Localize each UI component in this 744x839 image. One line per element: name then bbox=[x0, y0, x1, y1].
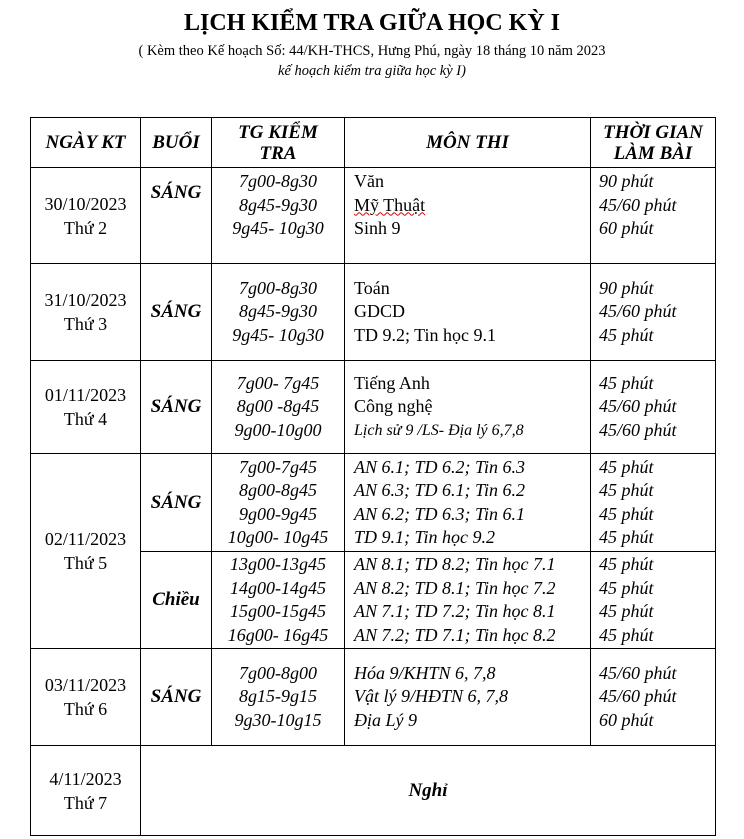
subject: AN 8.2; TD 8.1; Tin học 7.2 bbox=[354, 577, 556, 598]
duration: 45/60 phút bbox=[599, 662, 677, 683]
duration: 90 phút bbox=[599, 277, 654, 298]
column-header-subject: MÔN THI bbox=[345, 118, 591, 168]
session-cell: SÁNG bbox=[141, 168, 212, 264]
time-slot: 8g15-9g15 bbox=[239, 686, 317, 707]
weekday: Thứ 7 bbox=[63, 792, 108, 813]
subject-cell bbox=[345, 264, 591, 361]
column-header-time: TG KIỂM TRA bbox=[212, 118, 345, 168]
time-slot: 8g45-9g30 bbox=[239, 301, 317, 322]
duration: 45 phút bbox=[599, 372, 654, 393]
session-cell: SÁNG bbox=[141, 264, 212, 361]
session-cell: SÁNG bbox=[141, 454, 212, 552]
duration-cell bbox=[591, 168, 716, 264]
time-slot: 9g00-10g00 bbox=[234, 419, 322, 440]
duration: 45 phút bbox=[599, 456, 654, 477]
column-header-date: NGÀY KT bbox=[31, 118, 141, 168]
table-header-row bbox=[31, 118, 716, 168]
table-row bbox=[31, 264, 716, 361]
subtitle-line-1: ( Kèm theo Kế hoạch Số: 44/KH-THCS, Hưng Phú, ngày 18 tháng 10 năm 2023 bbox=[138, 43, 606, 59]
session-cell: SÁNG bbox=[141, 649, 212, 746]
table-row bbox=[31, 746, 716, 836]
time-slot: 7g00-7g45 bbox=[239, 456, 317, 477]
time-cell bbox=[212, 361, 345, 454]
weekday: Thứ 5 bbox=[63, 553, 108, 573]
duration: 90 phút bbox=[599, 171, 654, 191]
exam-date: 02/11/2023 bbox=[44, 529, 127, 549]
table-row bbox=[31, 361, 716, 454]
duration: 45 phút bbox=[599, 480, 654, 500]
subject: Mỹ Thuật bbox=[354, 194, 426, 215]
subject-cell bbox=[345, 552, 591, 649]
session-cell: SÁNG bbox=[141, 361, 212, 454]
time-slot: 14g00-14g45 bbox=[230, 577, 326, 598]
subject: Tiếng Anh bbox=[354, 372, 430, 393]
duration: 45 phút bbox=[599, 554, 654, 574]
subject: AN 7.2; TD 7.1; Tin học 8.2 bbox=[354, 624, 556, 645]
column-header-session: BUỔI bbox=[141, 118, 212, 168]
subject: AN 6.2; TD 6.3; Tin 6.1 bbox=[354, 503, 526, 524]
subject: Địa Lý 9 bbox=[354, 709, 417, 730]
exam-date: 4/11/2023 bbox=[49, 768, 122, 789]
subject-cell bbox=[345, 649, 591, 746]
time-slot: 13g00-13g45 bbox=[230, 554, 326, 574]
subject-cell bbox=[345, 361, 591, 454]
time-slot: 8g00-8g45 bbox=[239, 480, 317, 500]
weekday: Thứ 4 bbox=[63, 409, 108, 429]
document-subtitle-2 bbox=[0, 62, 744, 80]
subject: AN 6.1; TD 6.2; Tin 6.3 bbox=[354, 456, 526, 477]
exam-schedule-table bbox=[30, 117, 716, 836]
time-slot: 7g00-8g30 bbox=[239, 277, 317, 298]
table-row bbox=[31, 649, 716, 746]
duration: 45/60 phút bbox=[599, 396, 677, 417]
weekday: Thứ 2 bbox=[63, 217, 108, 238]
subject: Văn bbox=[354, 171, 384, 191]
date-cell bbox=[31, 264, 141, 361]
subject-cell bbox=[345, 168, 591, 264]
date-cell bbox=[31, 746, 141, 836]
subject: AN 8.1; TD 8.2; Tin học 7.1 bbox=[354, 554, 556, 574]
time-slot: 15g00-15g45 bbox=[230, 601, 326, 621]
document-subtitle bbox=[0, 42, 744, 60]
time-cell bbox=[212, 168, 345, 264]
document-title: LỊCH KIỂM TRA GIỮA HỌC KỲ I bbox=[183, 10, 561, 36]
duration-cell bbox=[591, 552, 716, 649]
time-slot: 8g45-9g30 bbox=[239, 194, 317, 215]
duration-cell bbox=[591, 264, 716, 361]
duration: 45 phút bbox=[599, 324, 654, 345]
table-row bbox=[31, 454, 716, 552]
subject-cell bbox=[345, 454, 591, 552]
exam-date: 31/10/2023 bbox=[44, 290, 127, 310]
time-cell bbox=[212, 264, 345, 361]
column-header-duration: THỜI GIAN LÀM BÀI bbox=[591, 118, 716, 168]
subject: Hóa 9/KHTN 6, 7,8 bbox=[354, 662, 496, 683]
table-row bbox=[31, 168, 716, 264]
exam-date: 30/10/2023 bbox=[44, 193, 127, 214]
subject: AN 6.3; TD 6.1; Tin 6.2 bbox=[354, 480, 526, 500]
subtitle-line-2: kế hoạch kiểm tra giữa học kỳ I) bbox=[278, 63, 466, 79]
date-cell bbox=[31, 649, 141, 746]
duration-cell bbox=[591, 649, 716, 746]
duration: 45/60 phút bbox=[599, 301, 677, 322]
time-slot: 9g30-10g15 bbox=[234, 709, 322, 730]
time-cell bbox=[212, 552, 345, 649]
duration-cell bbox=[591, 361, 716, 454]
duration: 60 phút bbox=[599, 218, 654, 238]
date-cell bbox=[31, 454, 141, 649]
duration: 45/60 phút bbox=[599, 419, 677, 440]
weekday: Thứ 6 bbox=[63, 699, 108, 719]
time-cell bbox=[212, 454, 345, 552]
subject: TD 9.2; Tin học 9.1 bbox=[354, 324, 497, 345]
duration: 45 phút bbox=[599, 577, 654, 598]
time-slot: 16g00- 16g45 bbox=[227, 624, 329, 645]
subject: TD 9.1; Tin học 9.2 bbox=[354, 527, 496, 547]
weekday: Thứ 3 bbox=[63, 314, 108, 334]
date-cell bbox=[31, 168, 141, 264]
duration: 45 phút bbox=[599, 601, 654, 621]
time-slot: 9g00-9g45 bbox=[239, 503, 317, 524]
duration: 45 phút bbox=[599, 527, 654, 547]
time-slot: 8g00 -8g45 bbox=[236, 396, 320, 417]
duration: 45/60 phút bbox=[599, 194, 677, 215]
subject: Vật lý 9/HĐTN 6, 7,8 bbox=[354, 686, 509, 707]
duration: 45 phút bbox=[599, 624, 654, 645]
duration: 45 phút bbox=[599, 503, 654, 524]
exam-date: 03/11/2023 bbox=[44, 675, 127, 695]
exam-date: 01/11/2023 bbox=[44, 385, 127, 405]
time-cell bbox=[212, 649, 345, 746]
subject: Lịch sử 9 /LS- Địa lý 6,7,8 bbox=[354, 421, 524, 439]
time-slot: 7g00- 7g45 bbox=[236, 372, 320, 393]
day-off-label: Nghỉ bbox=[141, 746, 716, 836]
time-slot: 9g45- 10g30 bbox=[232, 324, 324, 345]
session-cell: Chiều bbox=[141, 552, 212, 649]
subject: AN 7.1; TD 7.2; Tin học 8.1 bbox=[354, 601, 556, 621]
subject: Sinh 9 bbox=[354, 218, 401, 238]
duration: 60 phút bbox=[599, 709, 654, 730]
time-slot: 10g00- 10g45 bbox=[227, 527, 329, 547]
duration: 45/60 phút bbox=[599, 686, 677, 707]
subject: GDCD bbox=[354, 301, 406, 322]
date-cell bbox=[31, 361, 141, 454]
duration-cell bbox=[591, 454, 716, 552]
time-slot: 7g00-8g00 bbox=[239, 662, 317, 683]
subject: Toán bbox=[354, 277, 390, 298]
time-slot: 9g45- 10g30 bbox=[232, 218, 324, 238]
time-slot: 7g00-8g30 bbox=[239, 171, 317, 191]
subject: Công nghệ bbox=[354, 396, 433, 417]
